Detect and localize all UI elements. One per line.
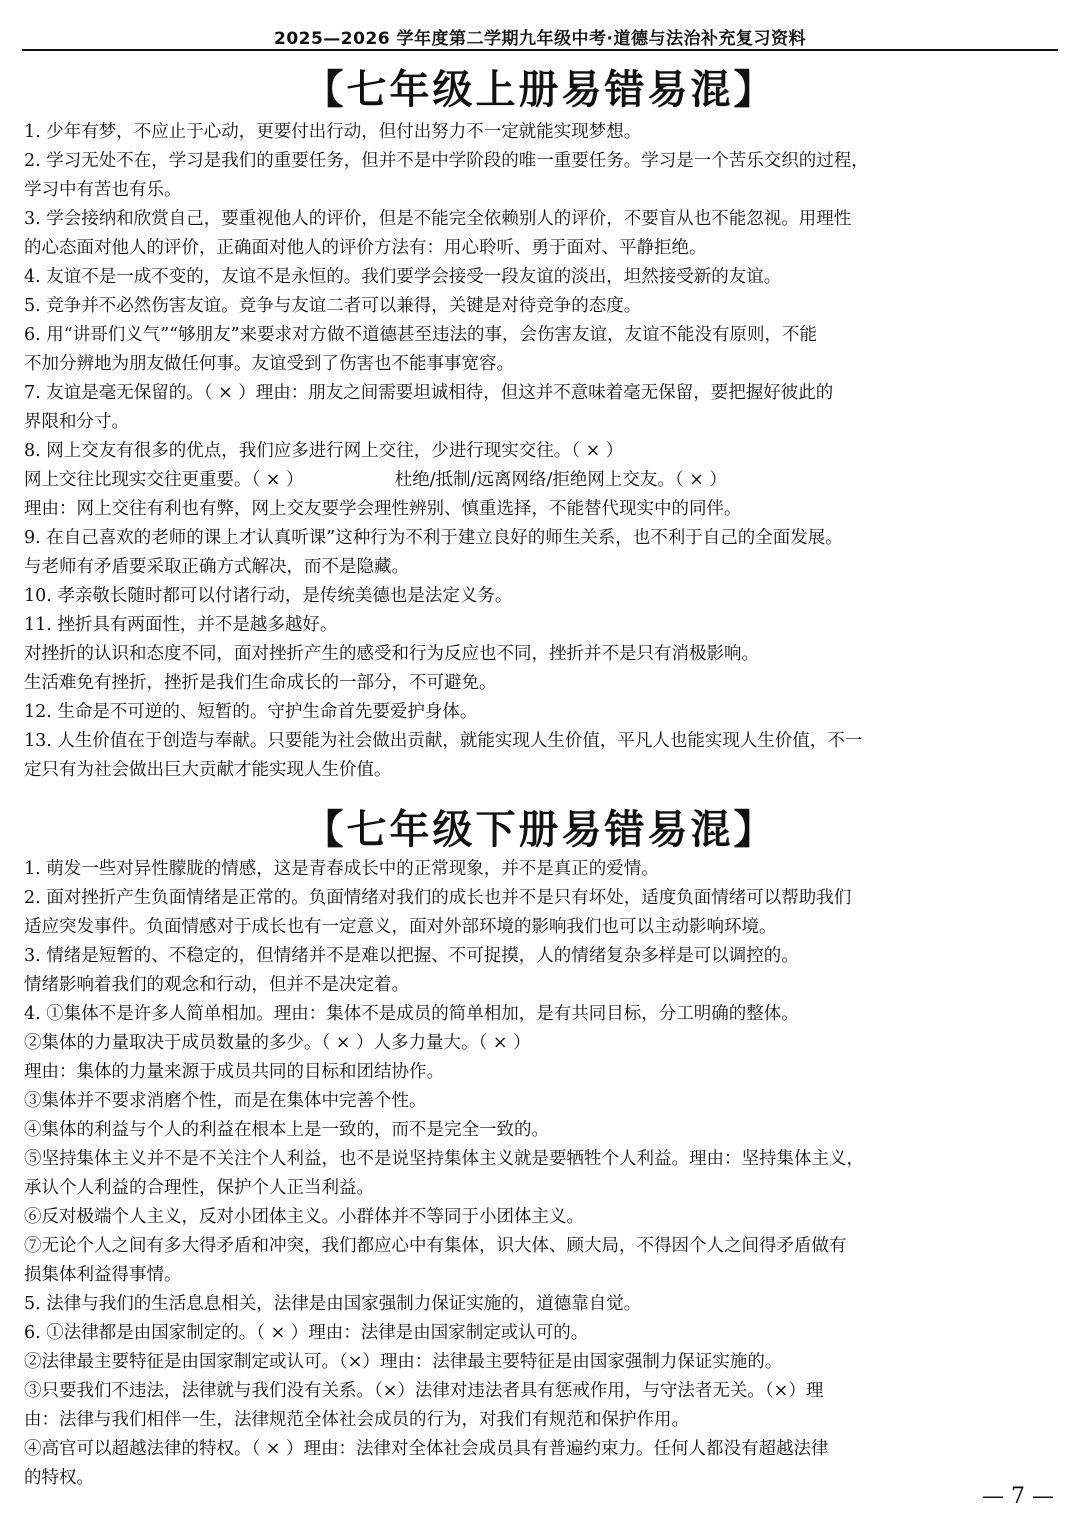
text-line: 学习中有苦也有乐。	[24, 180, 182, 200]
text-line: 1. 少年有梦，不应止于心动，更要付出行动，但付出努力不一定就能实现梦想。	[24, 122, 642, 142]
text-line: 8. 网上交友有很多的优点，我们应多进行网上交往，少进行现实交往。（ × ）	[24, 441, 624, 461]
page-number: — 7 —	[982, 1484, 1054, 1509]
text-line: 3. 学会接纳和欣赏自己，要重视他人的评价，但是不能完全依赖别人的评价，不要盲从也不能忽视。用理性	[24, 209, 852, 229]
header-divider	[22, 49, 1058, 51]
text-line: 10. 孝亲敬长随时都可以付诸行动，是传统美德也是法定义务。	[24, 586, 513, 606]
text-line: 13. 人生价值在于创造与奉献。只要能为社会做出贡献，就能实现人生价值，平凡人也能实现人生价值，不一	[24, 731, 863, 751]
text-line: 11. 挫折具有两面性，并不是越多越好。	[24, 615, 338, 635]
text-line: 6. ①法律都是由国家制定的。（ × ）理由：法律是由国家制定或认可的。	[24, 1323, 589, 1343]
text-line: 生活难免有挫折，挫折是我们生命成长的一部分，不可避免。	[24, 673, 497, 693]
text-line: 的特权。	[24, 1468, 94, 1488]
text-line: 对挫折的认识和态度不同，面对挫折产生的感受和行为反应也不同，挫折并不是只有消极影响。	[24, 644, 759, 664]
document-header: 2025—2026 学年度第二学期九年级中考·道德与法治补充复习资料	[273, 29, 806, 49]
text-line: 不加分辨地为朋友做任何事。友谊受到了伤害也不能事事宽容。	[24, 354, 514, 374]
text-line: ③只要我们不违法，法律就与我们没有关系。（×）法律对违法者具有惩戒作用，与守法者无关。（×）理	[24, 1381, 824, 1401]
inline-statement: 网上交往比现实交往更重要。（ × ）	[24, 470, 304, 490]
text-line: 6. 用“讲哥们义气”“够朋友”来要求对方做不道德甚至违法的事，会伤害友谊，友谊不能没有原则，不能	[24, 325, 818, 345]
text-line: 4. 友谊不是一成不变的，友谊不是永恒的。我们要学会接受一段友谊的淡出，坦然接受新的友谊。	[24, 267, 782, 287]
text-line: 1. 萌发一些对异性朦胧的情感，这是青春成长中的正常现象，并不是真正的爱情。	[24, 859, 659, 879]
text-line: ④集体的利益与个人的利益在根本上是一致的，而不是完全一致的。	[24, 1120, 549, 1140]
text-line: ③集体并不要求消磨个性，而是在集体中完善个性。	[24, 1091, 427, 1111]
section-title-grade7-vol2: 【七年级下册易错易混】	[303, 807, 777, 853]
text-line: 定只有为社会做出巨大贡献才能实现人生价值。	[24, 760, 392, 780]
text-line: 与老师有矛盾要采取正确方式解决，而不是隐藏。	[24, 557, 409, 577]
text-line: ⑥反对极端个人主义，反对小团体主义。小群体并不等同于小团体主义。	[24, 1207, 584, 1227]
text-line: 理由：集体的力量来源于成员共同的目标和团结协作。	[24, 1062, 444, 1082]
section-title-grade7-vol1: 【七年级上册易错易混】	[303, 67, 777, 113]
section-body-grade7-vol1	[24, 118, 1056, 785]
text-line: ⑤坚持集体主义并不是不关注个人利益，也不是说坚持集体主义就是要牺牲个人利益。理由：坚持集体主义，	[24, 1149, 864, 1169]
text-line: 适应突发事件。负面情感对于成长也有一定意义，面对外部环境的影响我们也可以主动影响环境。	[24, 917, 777, 937]
text-line: 5. 法律与我们的生活息息相关，法律是由国家强制力保证实施的，道德靠自觉。	[24, 1294, 642, 1314]
text-line: 2. 面对挫折产生负面情绪是正常的。负面情绪对我们的成长也并不是只有坏处，适度负面情绪可以帮助我们	[24, 888, 852, 908]
text-line: 损集体利益得事情。	[24, 1265, 182, 1285]
text-line: 界限和分寸。	[24, 412, 129, 432]
text-line: 12. 生命是不可逆的、短暂的。守护生命首先要爱护身体。	[24, 702, 478, 722]
text-line: 4. ①集体不是许多人简单相加。理由：集体不是成员的简单相加，是有共同目标，分工明确的整体。	[24, 1004, 799, 1024]
text-line: 由：法律与我们相伴一生，法律规范全体社会成员的行为，对我们有规范和保护作用。	[24, 1410, 689, 1430]
text-line: 的心态面对他人的评价，正确面对他人的评价方法有：用心聆听、勇于面对、平静拒绝。	[24, 238, 707, 258]
section-body-grade7-vol2	[24, 855, 1056, 1493]
text-line: 理由：网上交往有利也有弊，网上交友要学会理性辨别、慎重选择，不能替代现实中的同伴。	[24, 499, 742, 519]
text-line: 承认个人利益的合理性，保护个人正当利益。	[24, 1178, 374, 1198]
text-line: 5. 竞争并不必然伤害友谊。竞争与友谊二者可以兼得，关键是对待竞争的态度。	[24, 296, 642, 316]
text-line: ②集体的力量取决于成员数量的多少。（ × ）人多力量大。（ × ）	[24, 1033, 531, 1053]
text-line: ⑦无论个人之间有多大得矛盾和冲突，我们都应心中有集体，识大体、顾大局，不得因个人之间得矛盾做有	[24, 1236, 847, 1256]
text-line: ④高官可以超越法律的特权。（ × ）理由：法律对全体社会成员具有普遍约束力。任何人都没有超越法律	[24, 1439, 829, 1459]
text-line: ②法律最主要特征是由国家制定或认可。（×）理由：法律最主要特征是由国家强制力保证实施的。	[24, 1352, 783, 1372]
text-line: 7. 友谊是毫无保留的。（ × ）理由：朋友之间需要坦诚相待，但这并不意味着毫无保留，要把握好彼此的	[24, 383, 834, 403]
inline-statement: 杜绝/抵制/远离网络/拒绝网上交友。（ × ）	[394, 470, 727, 490]
text-line: 9. 在自己喜欢的老师的课上才认真听课”这种行为不利于建立良好的师生关系，也不利于自己的全面发展。	[24, 528, 843, 548]
text-line: 3. 情绪是短暂的、不稳定的，但情绪并不是难以把握、不可捉摸，人的情绪复杂多样是可以调控的。	[24, 946, 799, 966]
text-line	[24, 466, 1056, 495]
text-line: 情绪影响着我们的观念和行动，但并不是决定着。	[24, 975, 409, 995]
text-line: 2. 学习无处不在，学习是我们的重要任务，但并不是中学阶段的唯一重要任务。学习是一个苦乐交织的过程，	[24, 151, 869, 171]
